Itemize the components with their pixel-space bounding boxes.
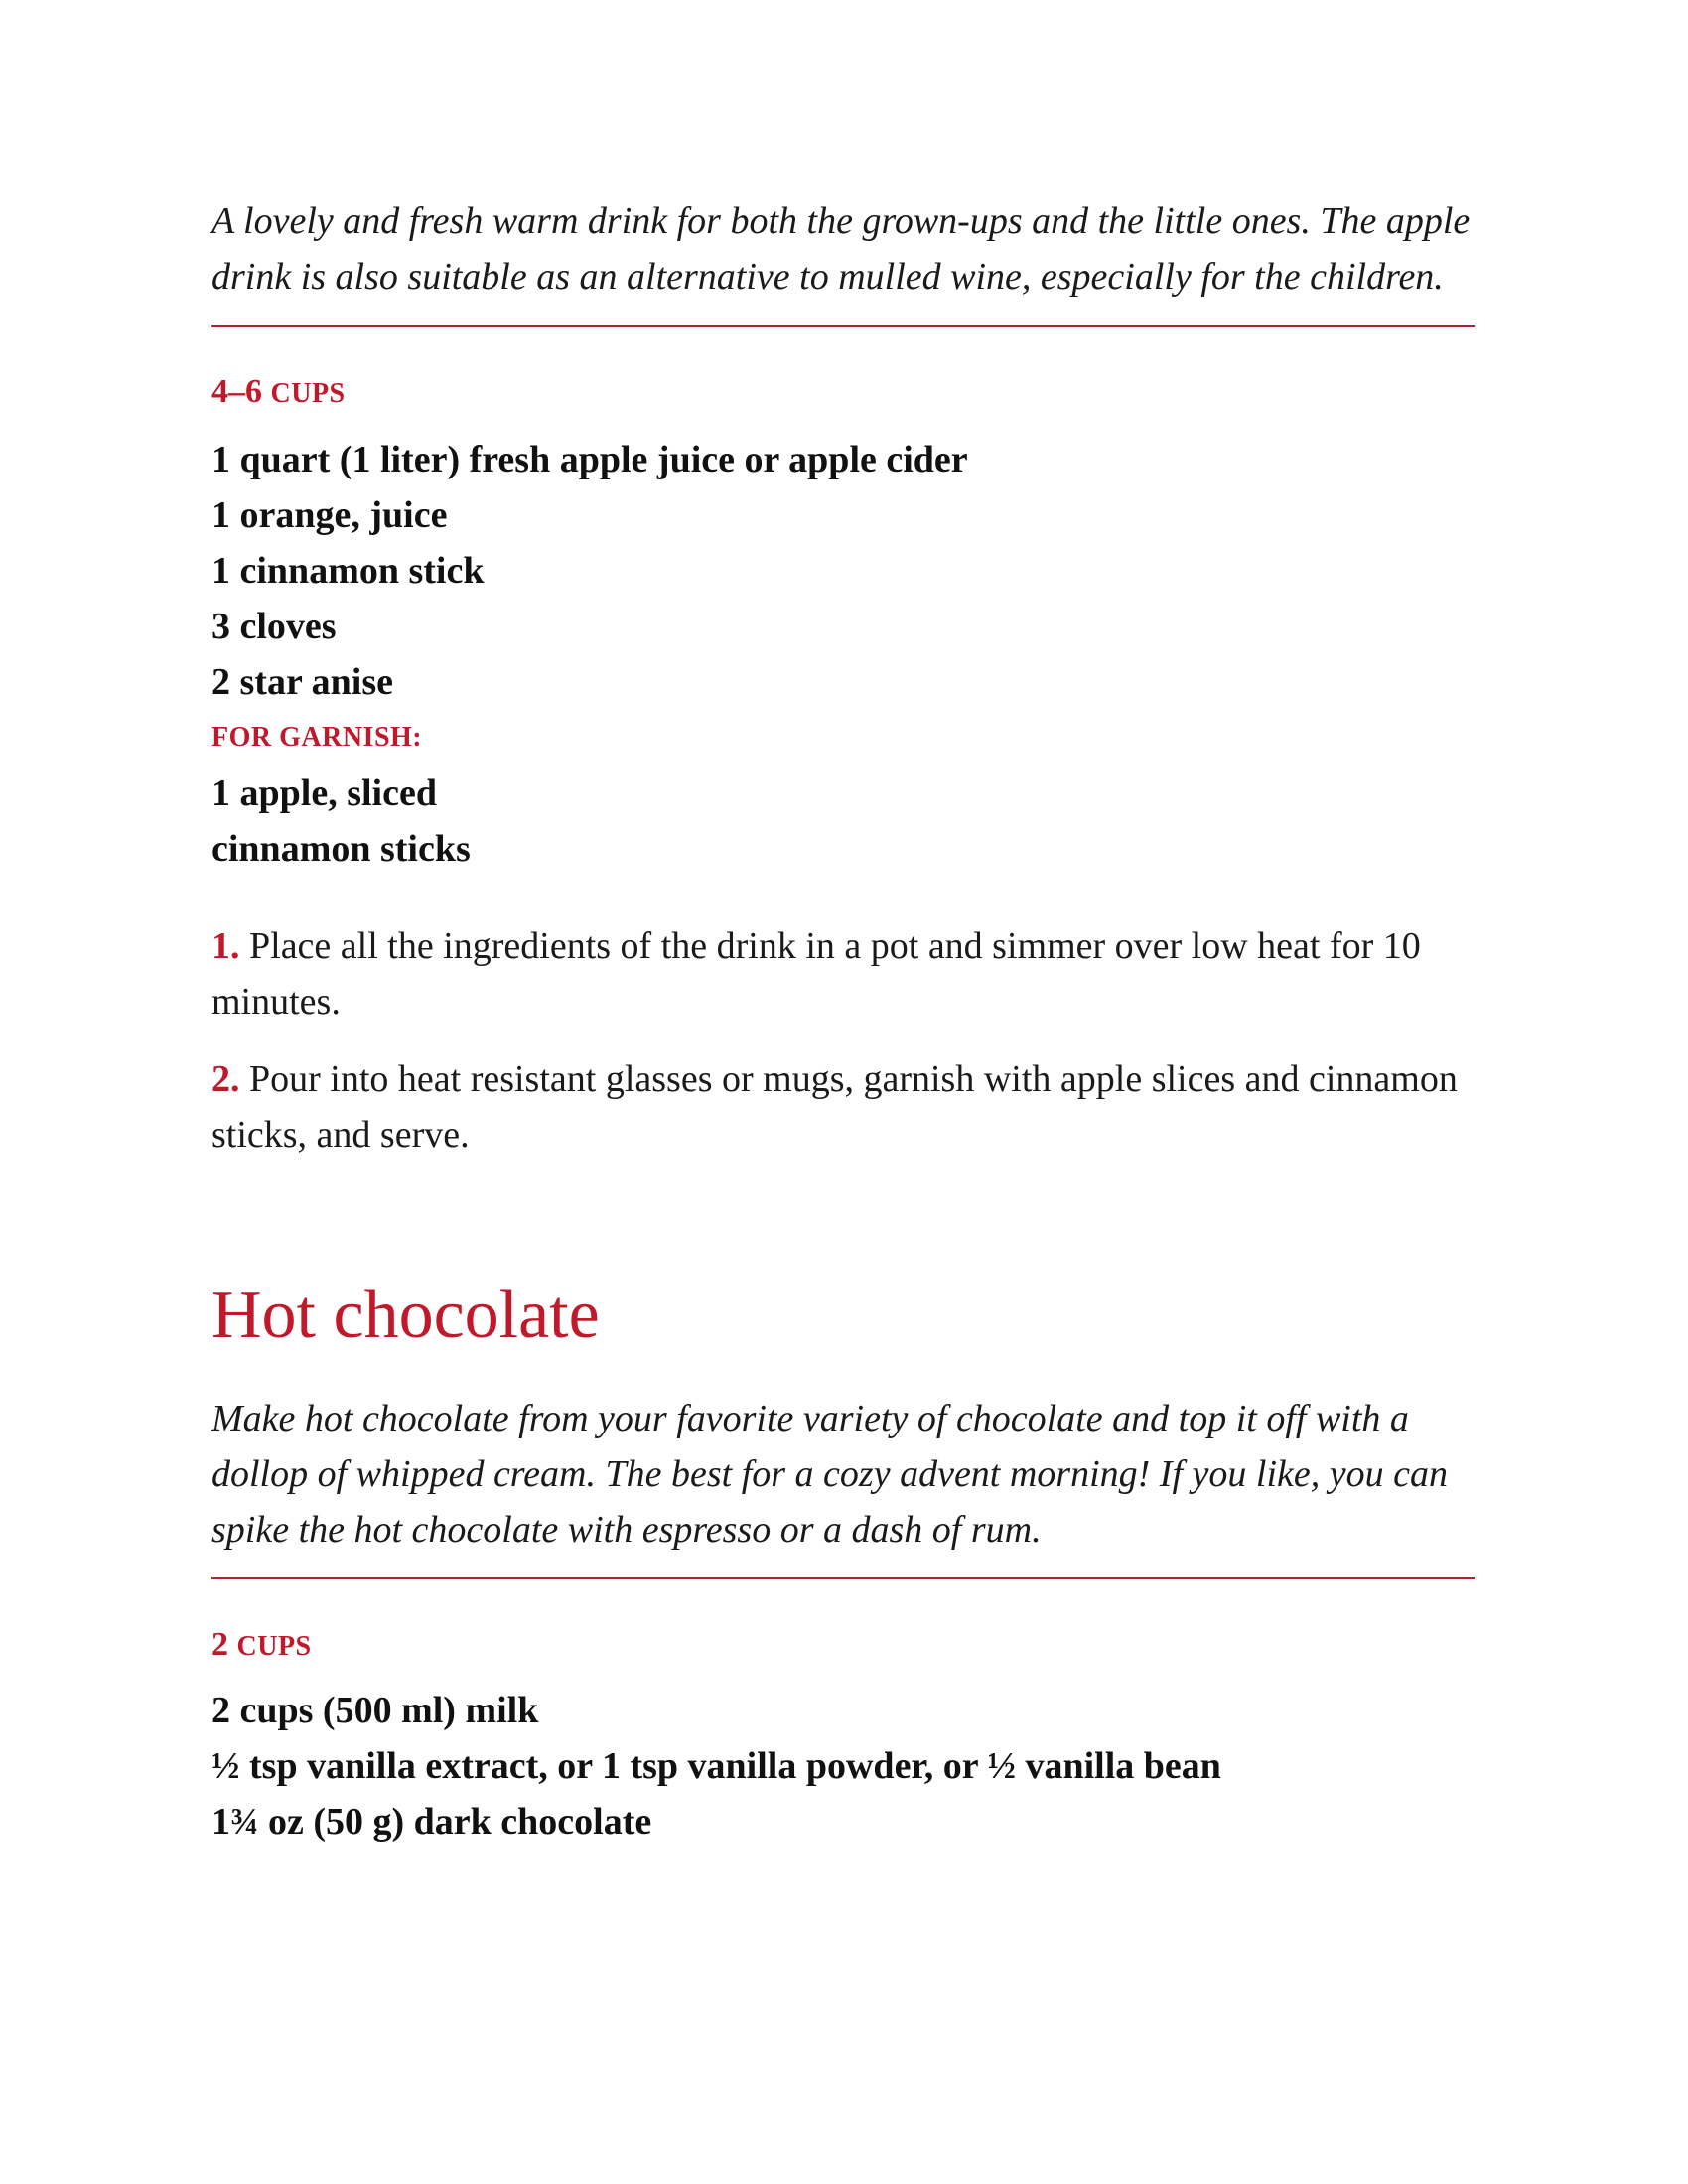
ingredient-item: 2 star anise: [211, 661, 393, 703]
hot-chocolate-intro: Make hot chocolate from your favorite variety of chocolate and top it off with a dollop of whipped cream. The best for a cozy advent morning! If you like, you can spike the hot chocolate with espresso or a dash of rum.: [211, 1398, 1448, 1551]
step-item: [211, 1051, 1475, 1162]
apple-drink-yield: [211, 372, 1475, 414]
ingredient-item: 1 apple, sliced: [211, 772, 437, 814]
section-divider: [211, 1577, 1475, 1579]
step-item: [211, 918, 1475, 1029]
ingredient-item: cinnamon sticks: [211, 828, 471, 870]
ingredient-item: 3 cloves: [211, 606, 337, 647]
ingredient-item: 1 orange, juice: [211, 494, 448, 536]
apple-drink-intro: A lovely and fresh warm drink for both the grown-ups and the little ones. The apple drink is also suitable as an alternative to mulled wine, especially for the children.: [211, 201, 1471, 298]
ingredient-item: 1¾ oz (50 g) dark chocolate: [211, 1801, 652, 1843]
yield-unit: CUPS: [236, 1631, 312, 1662]
yield-amount: 4–6: [211, 373, 262, 410]
apple-drink-ingredients: [211, 432, 1475, 710]
step-number: 2.: [211, 1058, 240, 1100]
apple-drink-steps: [211, 918, 1475, 1162]
hot-chocolate-title: Hot chocolate: [211, 1277, 600, 1353]
ingredient-item: 2 cups (500 ml) milk: [211, 1690, 539, 1731]
garnish-ingredients: [211, 765, 1475, 877]
hot-chocolate-yield: [211, 1625, 1475, 1667]
garnish-label: FOR GARNISH:: [211, 722, 423, 752]
hot-chocolate-ingredients: [211, 1683, 1475, 1849]
yield-unit: CUPS: [270, 378, 346, 409]
ingredient-item: ½ tsp vanilla extract, or 1 tsp vanilla powder, or ½ vanilla bean: [211, 1745, 1221, 1787]
step-text: Place all the ingredients of the drink in a pot and simmer over low heat for 10 minutes.: [211, 925, 1421, 1023]
recipe-page: [211, 194, 1475, 1849]
step-text: Pour into heat resistant glasses or mugs, garnish with apple slices and cinnamon sticks, and serve.: [211, 1058, 1458, 1156]
ingredient-item: 1 cinnamon stick: [211, 550, 485, 592]
ingredient-item: 1 quart (1 liter) fresh apple juice or apple cider: [211, 439, 968, 480]
step-number: 1.: [211, 925, 240, 967]
section-divider: [211, 325, 1475, 327]
yield-amount: 2: [211, 1626, 228, 1663]
